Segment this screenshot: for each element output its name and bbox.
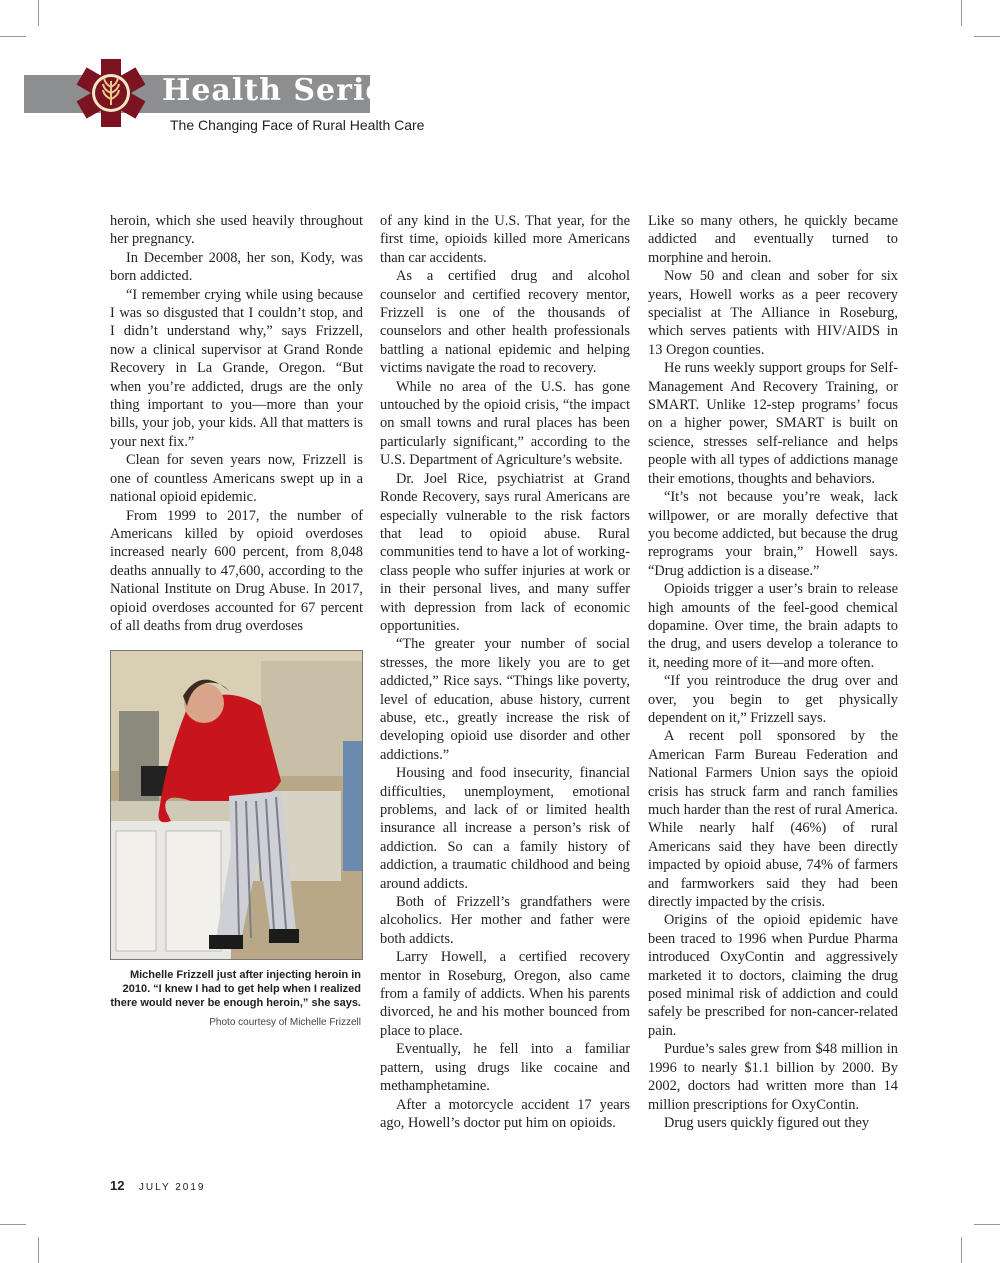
article-photo (110, 650, 363, 960)
article-paragraph: Larry Howell, a certified recovery mentor in Roseburg, Oregon, also came from a family of addicts. When his parents divorced, he and his mother bounced from place to place. (380, 949, 630, 1039)
article-paragraph: A recent poll sponsored by the American Farm Bureau Federation and National Farmers Union says the opioid crisis has struck farm and ranch families much harder than the rest of rural America. While nearly half (46%) of rural Americans said they have been directly impacted by opioid abuse, 74% of farmers and farmworkers said they had been directly impacted by the crisis. (648, 728, 898, 911)
crop-mark (974, 36, 1000, 37)
article-paragraph: Clean for seven years now, Frizzell is one of countless Americans swept up in a national opioid epidemic. (110, 452, 363, 506)
article-paragraph: Both of Frizzell’s grandfathers were alcoholics. Her mother and father were both addicts. (380, 894, 630, 947)
article-column-1 (110, 212, 363, 635)
photo-credit: Photo courtesy of Michelle Frizzell (209, 1017, 361, 1028)
article-paragraph: While no area of the U.S. has gone untouched by the opioid crisis, “the impact on small towns and rural places has been particularly significant,” according to the U.S. Department of Agriculture’s website. (380, 378, 630, 469)
crop-mark (38, 0, 39, 26)
crop-mark (974, 1224, 1000, 1225)
article-paragraph: Housing and food insecurity, financial difficulties, unemployment, emotional problems, and lack of or limited health insurance all increase a person’s risk of addiction. So can a family history of addiction, a traumatic childhood and being around addicts. (380, 765, 630, 892)
article-paragraph: “I remember crying while using because I was so disgusted that I couldn’t stop, and I didn’t understand why,” says Frizzell, now a clinical supervisor at Grand Ronde Recovery in La Grande, Oregon. “But when you’re addicted, drugs are the only thing important to you—more than your bills, your job, your kids. All that matters is your next fix.” (110, 286, 363, 450)
article-paragraph: heroin, which she used heavily throughout her pregnancy. (110, 213, 363, 248)
issue-date: JULY 2019 (138, 1182, 206, 1193)
page-footer (110, 1177, 205, 1195)
crop-mark (961, 1237, 962, 1263)
article-paragraph: Like so many others, he quickly became addicted and eventually turned to morphine and heroin. (648, 213, 898, 266)
article-paragraph: He runs weekly support groups for Self-Management And Recovery Training, or SMART. Unlike 12-step programs’ focus on a higher power, SMART is built on science, stresses self-reliance and helps people with all types of addictions manage their emotions, thoughts and behaviors. (648, 360, 898, 487)
page-number: 12 (110, 1178, 125, 1193)
article-paragraph: “The greater your number of social stresses, the more likely you are to get addicted,” Rice says. “Things like poverty, level of education, abuse history, current abuse, etc., greatly increase the risk of developing opioid use disorder and other addictions.” (380, 636, 630, 763)
series-title: Health Series (162, 73, 404, 108)
article-paragraph: Purdue’s sales grew from $48 million in 1996 to nearly $1.1 billion by 2000. By 2002, doctors had written more than 14 million prescriptions for OxyContin. (648, 1041, 898, 1113)
article-paragraph: From 1999 to 2017, the number of Americans killed by opioid overdoses increased nearly 600 percent, from 8,048 deaths annually to 47,600, according to the National Institute on Drug Abuse. In 2017, opioid overdoses accounted for 67 percent of all deaths from drug overdoses (110, 507, 363, 634)
article-paragraph: Drug users quickly figured out they (664, 1114, 870, 1131)
article-paragraph: Eventually, he fell into a familiar pattern, using drugs like cocaine and methamphetamine. (380, 1041, 630, 1095)
article-column-2 (380, 212, 630, 1132)
article-paragraph: As a certified drug and alcohol counselor and certified recovery mentor, Frizzell is one of the thousands of counselors and other health professionals battling a national epidemic and helping victims navigate the road to recovery. (380, 268, 630, 377)
crop-mark (0, 36, 26, 37)
article-paragraph: Dr. Joel Rice, psychiatrist at Grand Ronde Recovery, says rural Americans are especially vulnerable to the risk factors that lead to opioid abuse. Rural communities tend to have a lot of working-class people who suffer injuries at work or in their personal lives, and many suffer with depression from lack of economic opportunities. (380, 470, 630, 634)
crop-mark (0, 1224, 26, 1225)
crop-mark (38, 1237, 39, 1263)
star-of-life-emblem-icon (72, 58, 150, 128)
article-paragraph: of any kind in the U.S. That year, for the first time, opioids killed more Americans than car accidents. (380, 213, 630, 266)
article-paragraph: Opioids trigger a user’s brain to release high amounts of the feel-good chemical dopamine. Over time, the brain adapts to the drug, and users develop a tolerance to it, needing more of it—and more often. (648, 581, 898, 671)
article-paragraph: After a motorcycle accident 17 years ago, Howell’s doctor put him on opioids. (380, 1096, 630, 1131)
article-paragraph: Origins of the opioid epidemic have been traced to 1996 when Purdue Pharma introduced OxyContin and aggressively marketed it to doctors, claiming the drug posed minimal risk of addiction and could safely be prescribed for non-cancer-related pain. (648, 912, 898, 1039)
article-paragraph: In December 2008, her son, Kody, was born addicted. (110, 249, 363, 285)
article-paragraph: “It’s not because you’re weak, lack willpower, or are morally defective that you become addicted, but because the drug reprograms your brain,” Howell says. “Drug addiction is a disease.” (648, 489, 898, 579)
article-paragraph: Now 50 and clean and sober for six years, Howell works as a peer recovery specialist at The Alliance in Roseburg, which serves patients with HIV/AIDS in 13 Oregon counties. (648, 268, 898, 358)
article-paragraph: “If you reintroduce the drug over and over, you begin to get physically dependent on it,” Frizzell says. (648, 673, 898, 726)
series-subtitle: The Changing Face of Rural Health Care (170, 117, 425, 133)
photo-caption: Michelle Frizzell just after injecting heroin in 2010. “I knew I had to get help when I realized there would never be enough heroin,” she says. (110, 969, 361, 1009)
crop-mark (961, 0, 962, 26)
article-column-3 (648, 212, 898, 1132)
